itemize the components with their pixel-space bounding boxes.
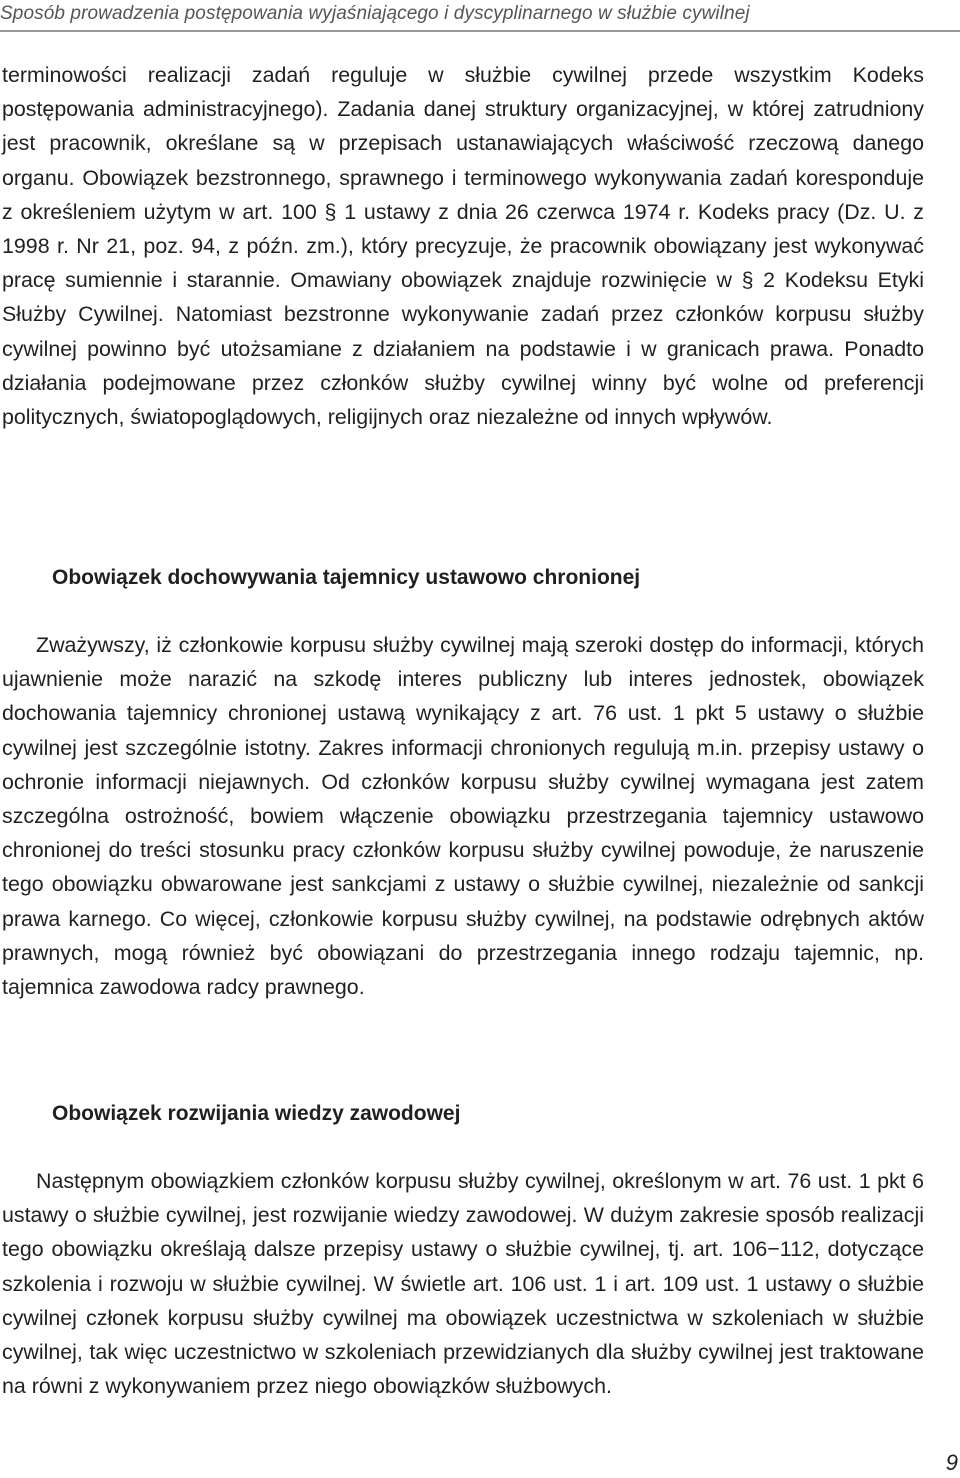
- page-number: 9: [945, 1450, 958, 1475]
- paragraph-continued: terminowości realizacji zadań reguluje w służbie cywilnej przede wszystkim Kodeks postępowania administracyjnego). Zadania danej struktury organizacyjnej, w której zatrudniony jest pracownik, określane są w przepisach ustanawiających właściwość rzeczową danego organu. Obowiązek bezstronnego, sprawnego i terminowego wykonywania zadań koresponduje z określeniem użytym w art. 100 § 1 ustawy z dnia 26 czerwca 1974 r. Kodeks pracy (Dz. U. z 1998 r. Nr 21, poz. 94, z późn. zm.), który precyzuje, że pracownik obowiązany jest wykonywać pracę sumiennie i starannie. Omawiany obowiązek znajduje rozwinięcie w § 2 Kodeksu Etyki Służby Cywilnej. Natomiast bezstronne wykonywanie zadań przez członków korpusu służby cywilnej powinno być utożsamiane z działaniem na podstawie i w granicach prawa. Ponadto działania podejmowane przez członków służby cywilnej winny być wolne od preferencji politycznych, światopoglądowych, religijnych oraz niezależne od innych wpływów.: [2, 63, 924, 430]
- paragraph-professional-development: Następnym obowiązkiem członków korpusu służby cywilnej, określonym w art. 76 ust. 1 pkt 6 ustawy o służbie cywilnej, jest rozwijanie wiedzy zawodowej. W dużym zakresie sposób realizacji tego obowiązku określają dalsze przepisy ustawy o służbie cywilnej, tj. art. 106−112, dotyczące szkolenia i rozwoju w służbie cywilnej. W świetle art. 106 ust. 1 i art. 109 ust. 1 ustawy o służbie cywilnej członek korpusu służby cywilnej ma obowiązek uczestnictwa w szkoleniach w służbie cywilnej, tak więc uczestnictwo w szkoleniach przewidzianych dla służby cywilnej jest traktowane na równi z wykonywaniem przez niego obowiązków służbowych.: [2, 1169, 924, 1399]
- header-divider: [0, 30, 960, 32]
- section-heading-confidentiality: Obowiązek dochowywania tajemnicy ustawowo chronionej: [52, 566, 641, 589]
- paragraph-confidentiality: Zważywszy, iż członkowie korpusu służby cywilnej mają szeroki dostęp do informacji, których ujawnienie może narazić na szkodę interes publiczny lub interes jednostek, obowiązek dochowania tajemnicy chronionej ustawą wynikający z art. 76 ust. 1 pkt 5 ustawy o służbie cywilnej jest szczególnie istotny. Zakres informacji chronionych regulują m.in. przepisy ustawy o ochronie informacji niejawnych. Od członków korpusu służby cywilnej wymagana jest zatem szczególna ostrożność, bowiem włączenie obowiązku przestrzegania tajemnicy ustawowo chronionej do treści stosunku pracy członków korpusu służby cywilnej powoduje, że naruszenie tego obowiązku obwarowane jest sankcjami z ustawy o służbie cywilnej, niezależnie od sankcji prawa karnego. Co więcej, członkowie korpusu służby cywilnej, na podstawie odrębnych aktów prawnych, mogą również być obowiązani do przestrzegania innego rodzaju tajemnic, np. tajemnica zawodowa radcy prawnego.: [2, 633, 924, 1000]
- running-header: Sposób prowadzenia postępowania wyjaśniającego i dyscyplinarnego w służbie cywilnej: [0, 3, 750, 24]
- section-heading-professional-development: Obowiązek rozwijania wiedzy zawodowej: [52, 1102, 461, 1125]
